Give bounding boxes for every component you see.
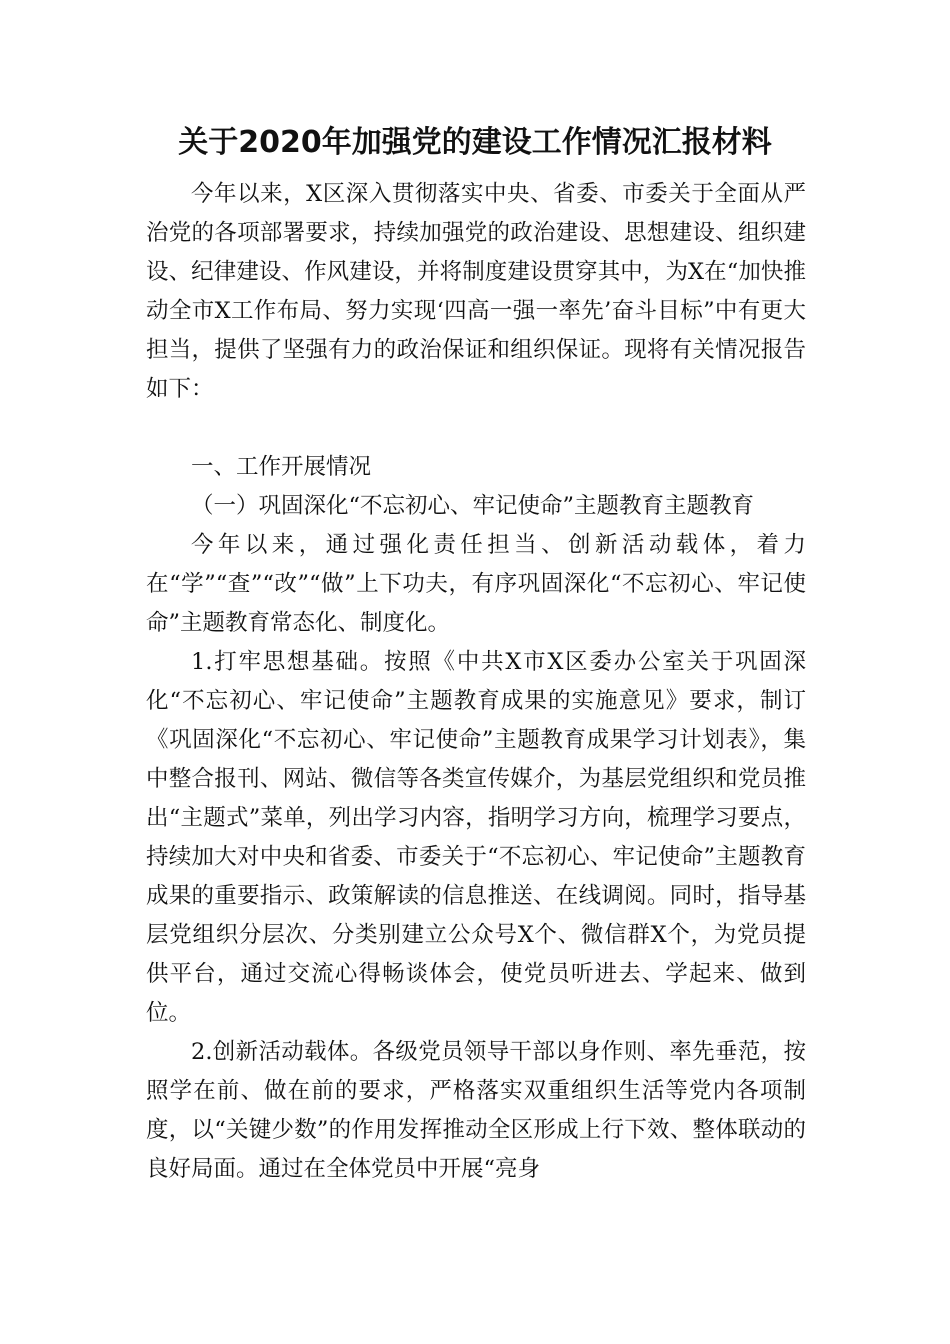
subsection-heading: （一）巩固深化“不忘初心、牢记使命”主题教育主题教育	[191, 493, 755, 519]
document-body	[146, 175, 806, 1189]
section-heading: 一、工作开展情况	[191, 454, 372, 480]
body-paragraph: 2.创新活动载体。各级党员领导干部以身作则、率先垂范，按照学在前、做在前的要求，严格落实双重组织生活等党内各项制度，以“关键少数”的作用发挥推动全区形成上行下效、整体联动的良好局面。通过在全体党员中开展“亮身	[146, 1039, 806, 1182]
body-paragraph: 今年以来，通过强化责任担当、创新活动载体，着力在“学”“查”“改”“做”上下功夫，有序巩固深化“不忘初心、牢记使命”主题教育常态化、制度化。	[146, 532, 806, 636]
body-paragraph: 1.打牢思想基础。按照《中共X市X区委办公室关于巩固深化“不忘初心、牢记使命”主题教育成果的实施意见》要求，制订《巩固深化“不忘初心、牢记使命”主题教育成果学习计划表》，集中整合报刊、网站、微信等各类宣传媒介，为基层党组织和党员推出“主题式”菜单，列出学习内容，指明学习方向，梳理学习要点，持续加大对中央和省委、市委关于“不忘初心、牢记使命”主题教育成果的重要指示、政策解读的信息推送、在线调阅。同时，指导基层党组织分层次、分类别建立公众号X个、微信群X个，为党员提供平台，通过交流心得畅谈体会，使党员听进去、学起来、做到位。	[146, 649, 806, 1026]
document-title: 关于2020年加强党的建设工作情况汇报材料	[178, 125, 772, 160]
intro-paragraph: 今年以来，X区深入贯彻落实中央、省委、市委关于全面从严治党的各项部署要求，持续加强党的政治建设、思想建设、组织建设、纪律建设、作风建设，并将制度建设贯穿其中，为X在“加快推动全市X工作布局、努力实现‘四高一强一率先’奋斗目标”中有更大担当，提供了坚强有力的政治保证和组织保证。现将有关情况报告如下：	[146, 181, 806, 402]
